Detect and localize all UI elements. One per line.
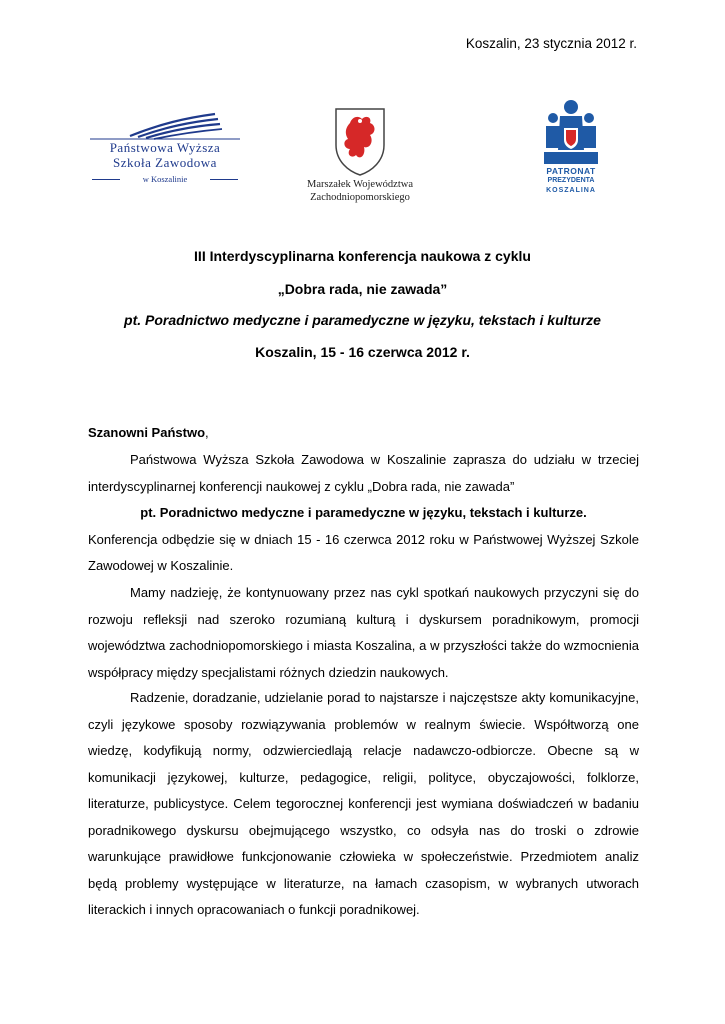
patronat-line1: PATRONAT [546, 166, 596, 176]
salutation-bold: Szanowni Państwo [88, 425, 206, 440]
patronat-logo [540, 98, 602, 203]
paragraph-invitation [88, 447, 639, 580]
conference-title: III Interdyscyplinarna konferencja naukowa z cyklu [194, 248, 531, 264]
pwsz-name-line1: Państwowa Wyższa [109, 140, 221, 155]
marszalek-logo [300, 105, 420, 205]
invitation-topic: pt. Poradnictwo medyczne i paramedyczne w języku, tekstach i kulturze. [140, 505, 587, 520]
invitation-dates: Konferencja odbędzie się w dniach 15 - 16 czerwca 2012 roku w Państwowej Wyższej Szkole Zawodowej w Koszalinie. [88, 531, 639, 573]
patronat-figures-icon [540, 98, 602, 166]
pwsz-divider-right [210, 179, 238, 180]
pwsz-logo [90, 110, 238, 190]
pwsz-name-line2: Szkoła Zawodowa [113, 155, 217, 170]
griffin-shield-icon [300, 105, 420, 177]
conference-cycle: „Dobra rada, nie zawada” [277, 281, 448, 297]
pwsz-wave-icon [90, 110, 240, 140]
marszalek-name-line2: Zachodniopomorskiego [310, 192, 410, 203]
paragraph-hope [88, 580, 639, 686]
conference-date-place: Koszalin, 15 - 16 czerwca 2012 r. [255, 344, 470, 360]
invitation-text: Państwowa Wyższa Szkoła Zawodowa w Koszalinie zaprasza do udziału w trzeciej interdyscyplinarnej konferencji naukowej z cyklu „Dobra rada, nie zawada” [88, 452, 639, 494]
marszalek-name-line1: Marszałek Województwa [307, 179, 413, 190]
hope-text: Mamy nadzieję, że kontynuowany przez nas cykl spotkań naukowych przyczyni się do rozwoju refleksji nad szeroko rozumianą kulturą i dyskursem poradnikowym, promocji województwa zachodniopomorskiego i miasta Koszalina, a w przyszłości także do wzmocnienia współpracy między specjalistami różnych dziedzin naukowych. [88, 585, 639, 680]
salutation-comma: , [205, 425, 209, 440]
paragraph-aims [88, 685, 639, 924]
patronat-line3: KOSZALINA [546, 187, 596, 194]
salutation [88, 425, 209, 440]
aims-text: Radzenie, doradzanie, udzielanie porad to najstarsze i najczęstsze akty komunikacyjne, czyli językowe sposoby rozwiązywania problemów w realnym świecie. Współtworzą one wiedzę, kodyfikują normy, odzwierciedlają relacje nadawczo-odbiorcze. Obecne są w komunikacji językowej, kulturze, pedagogice, religii, polityce, obyczajowości, folklorze, literaturze, publicystyce. Celem tegorocznej konferencji jest wymiana doświadczeń w badaniu poradnikowego dyskursu obejmującego wszystko, co odsyła nas do troski o zdrowie warunkujące prawidłowe funkcjonowanie człowieka w społeczeństwie. Przedmiotem analiz będą problemy występujące w literaturze, na łamach czasopism, w wybranych utworach literackich i innych opracowaniach o funkcji poradnikowej. [88, 690, 639, 917]
pwsz-name-line3: w Koszalinie [142, 174, 188, 184]
patronat-line2: PREZYDENTA [547, 177, 595, 184]
conference-subtitle: pt. Poradnictwo medyczne i paramedyczne w języku, tekstach i kulturze [124, 312, 601, 328]
letter-date: Koszalin, 23 stycznia 2012 r. [465, 36, 637, 51]
